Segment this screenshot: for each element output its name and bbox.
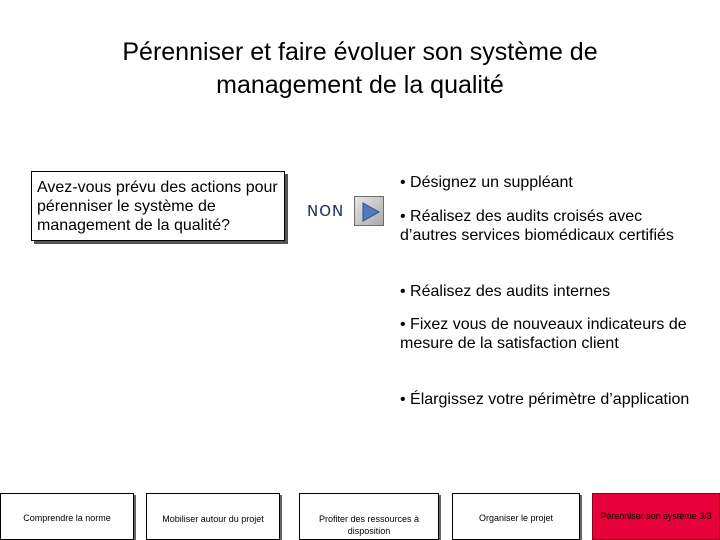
answer-label: NON [307, 202, 345, 220]
bullet-item: • Désignez un suppléant [400, 174, 573, 191]
nav-mobiliser-autour-du-projet[interactable]: Mobiliser autour du projet [146, 493, 280, 540]
play-arrow-icon [361, 202, 381, 222]
question-box: Avez-vous prévu des actions pour pérenniser le système de management de la qualité? [31, 171, 285, 241]
nav-comprendre-la-norme[interactable]: Comprendre la norme [0, 493, 134, 540]
bullet-item: • Réalisez des audits croisés avec d’autres services biomédicaux certifiés [400, 208, 674, 244]
title-line-2: management de la qualité [216, 71, 504, 99]
bullet-item: • Réalisez des audits internes [400, 283, 611, 300]
bullet-item: • Fixez vous de nouveaux indicateurs de mesure de la satisfaction client [400, 316, 687, 352]
bullet-item: • Élargissez votre périmètre d’application [400, 391, 690, 408]
slide-title [40, 36, 680, 102]
nav-organiser-le-projet[interactable]: Organiser le projet [452, 493, 580, 540]
nav-profiter-des-ressources[interactable]: Profiter des ressources à disposition [299, 493, 439, 540]
next-button[interactable] [354, 196, 384, 226]
nav-perenniser-son-systeme[interactable]: Pérenniser son système 3/3 [592, 493, 720, 540]
title-line-1: Pérenniser et faire évoluer son système de [122, 38, 598, 66]
